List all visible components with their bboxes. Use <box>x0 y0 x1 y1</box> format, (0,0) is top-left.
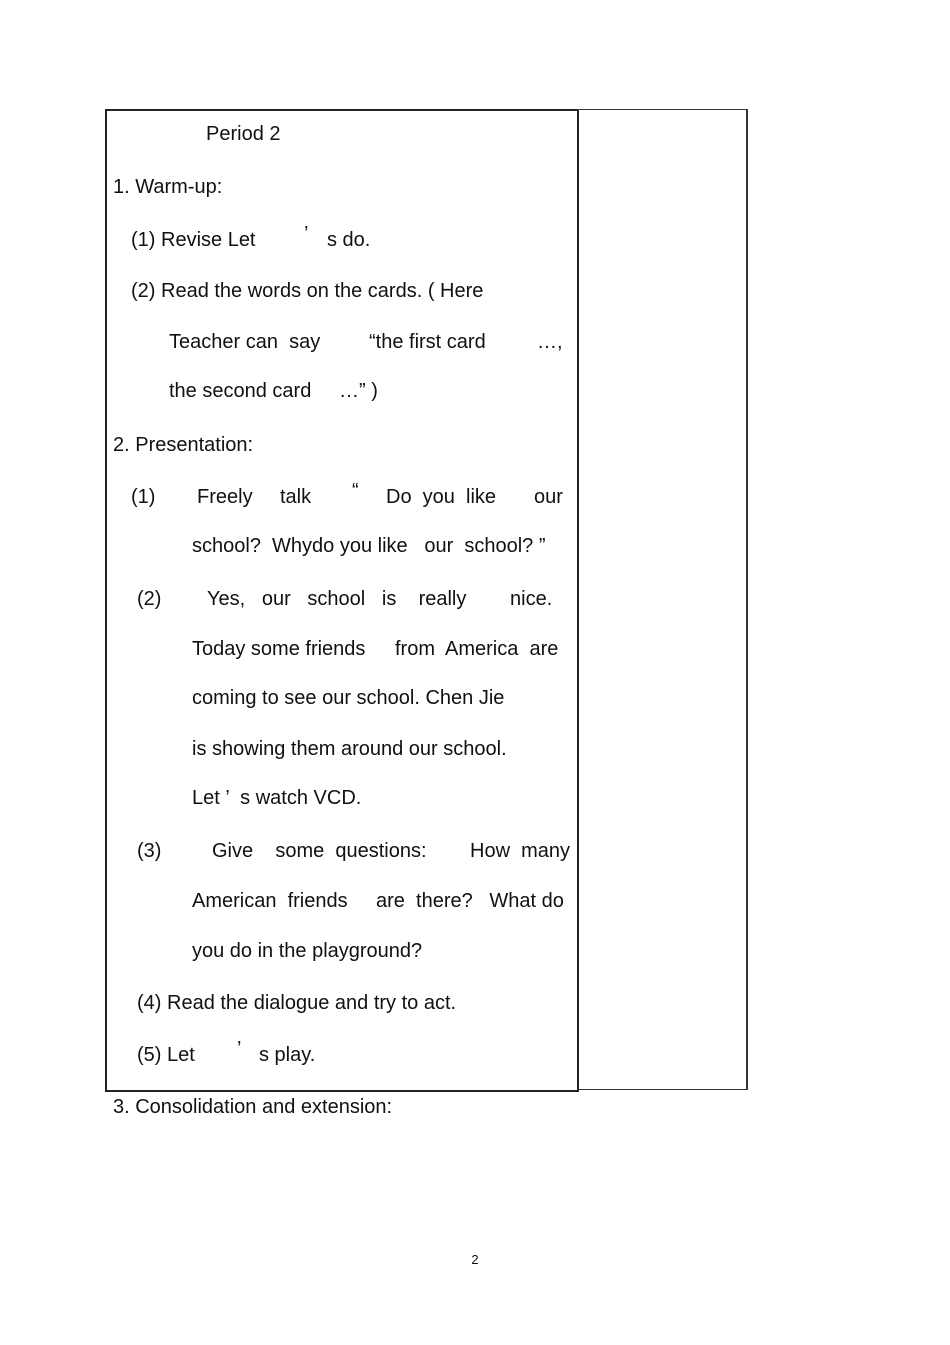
presentation-1-word-e: our <box>534 486 563 508</box>
presentation-2-line-4: is showing them around our school. <box>192 738 507 760</box>
presentation-1-word-b: talk <box>280 486 312 508</box>
presentation-1-number: (1) <box>131 486 156 508</box>
presentation-3-number: (3) <box>137 840 162 862</box>
presentation-1-open-quote: “ <box>352 480 359 502</box>
presentation-1-word-a: Freely <box>197 486 253 508</box>
period-title: Period 2 <box>206 123 281 145</box>
presentation-heading: 2. Presentation: <box>113 434 254 456</box>
presentation-2-line-2a: Today some friends <box>192 638 366 660</box>
presentation-2-number: (2) <box>137 588 162 610</box>
presentation-3-line-1b: How many <box>470 840 571 862</box>
warmup-item-2-line-2c: …, <box>537 331 563 353</box>
warmup-item-2-line-3b: …” ) <box>339 380 378 402</box>
presentation-3-line-1a: Give some questions: <box>212 840 427 862</box>
notes-cell <box>577 109 748 1090</box>
warmup-item-2: (2) Read the words on the cards. ( Here <box>131 280 484 302</box>
presentation-3-line-2b: are there? What do <box>376 890 564 912</box>
presentation-2-line-1b: nice. <box>510 588 553 610</box>
warmup-heading: 1. Warm-up: <box>113 176 223 198</box>
warmup-item-1: (1) Revise Let <box>131 229 256 251</box>
presentation-2-line-1a: Yes, our school is really <box>207 588 467 610</box>
page-number: 2 <box>471 1252 479 1267</box>
presentation-1-word-d: Do you like <box>386 486 497 508</box>
presentation-5-apostrophe: ’ <box>237 1038 242 1060</box>
warmup-item-1-apostrophe: ’ <box>304 223 309 245</box>
presentation-2-line-5: Let ’ s watch VCD. <box>192 787 362 809</box>
presentation-4: (4) Read the dialogue and try to act. <box>137 992 457 1014</box>
presentation-2-line-2b: from America are <box>395 638 559 660</box>
warmup-item-2-line-2a: Teacher can say <box>169 331 321 353</box>
presentation-2-line-3: coming to see our school. Chen Jie <box>192 687 505 709</box>
consolidation-heading: 3. Consolidation and extension: <box>113 1096 393 1118</box>
presentation-5-end: s play. <box>259 1044 316 1066</box>
warmup-item-1-end: s do. <box>327 229 371 251</box>
presentation-5: (5) Let <box>137 1044 195 1066</box>
warmup-item-2-line-3a: the second card <box>169 380 312 402</box>
presentation-3-line-3: you do in the playground? <box>192 940 423 962</box>
presentation-1-line-2: school? Whydo you like our school? ” <box>192 535 546 557</box>
warmup-item-2-line-2b: “the first card <box>369 331 486 353</box>
presentation-3-line-2a: American friends <box>192 890 348 912</box>
